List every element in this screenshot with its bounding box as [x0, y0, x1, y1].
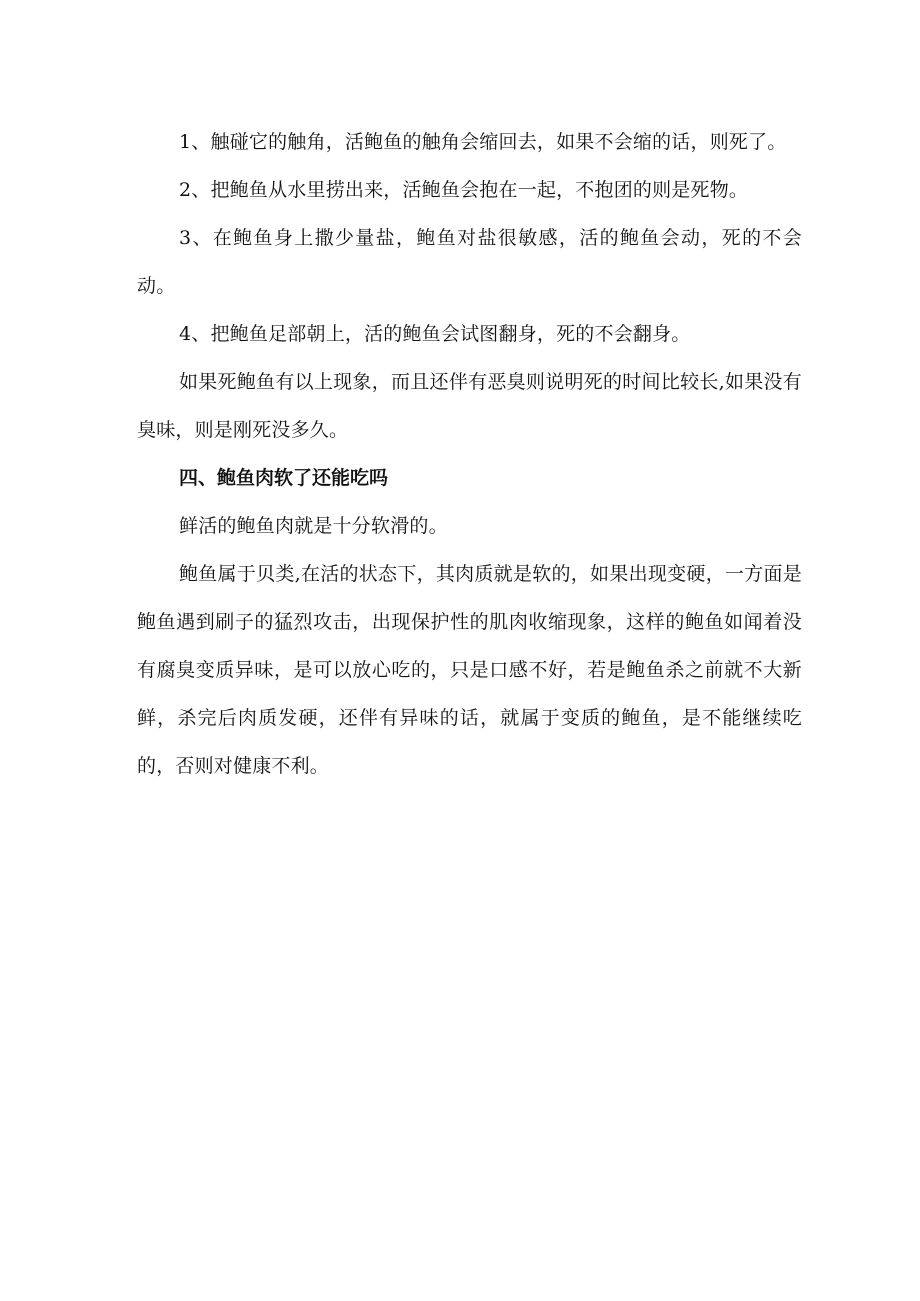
paragraph-sprinkle-salt: 3、在鲍鱼身上撒少量盐，鲍鱼对盐很敏感，活的鲍鱼会动，死的不会动。 [137, 227, 802, 297]
paragraph-meat-texture: 鲍鱼属于贝类,在活的状态下，其肉质就是软的，如果出现变硬，一方面是鲍鱼遇到刷子的猛烈攻击，出现保护性的肌肉收缩现象，这样的鲍鱼如闻着没有腐臭变质异味，是可以放心吃的，只是口感不好，若是鲍鱼杀之前就不大新鲜，杀完后肉质发硬，还伴有异味的话，就属于变质的鲍鱼，是不能继续吃的，否则对健康不利。 [137, 563, 802, 777]
section-heading: 四、鲍鱼肉软了还能吃吗 [179, 467, 389, 489]
paragraph-fresh-meat: 鲜活的鲍鱼肉就是十分软滑的。 [179, 515, 448, 537]
paragraph-dead-abalone-odor: 如果死鲍鱼有以上现象，而且还伴有恶臭则说明死的时间比较长,如果没有臭味，则是刚死没多久。 [137, 371, 802, 441]
paragraph-touch-tentacles: 1、触碰它的触角，活鲍鱼的触角会缩回去，如果不会缩的话，则死了。 [179, 131, 787, 153]
paragraph-foot-up: 4、把鲍鱼足部朝上，活的鲍鱼会试图翻身，死的不会翻身。 [179, 323, 691, 345]
paragraph-take-out-of-water: 2、把鲍鱼从水里捞出来，活鲍鱼会抱在一起，不抱团的则是死物。 [179, 179, 749, 201]
